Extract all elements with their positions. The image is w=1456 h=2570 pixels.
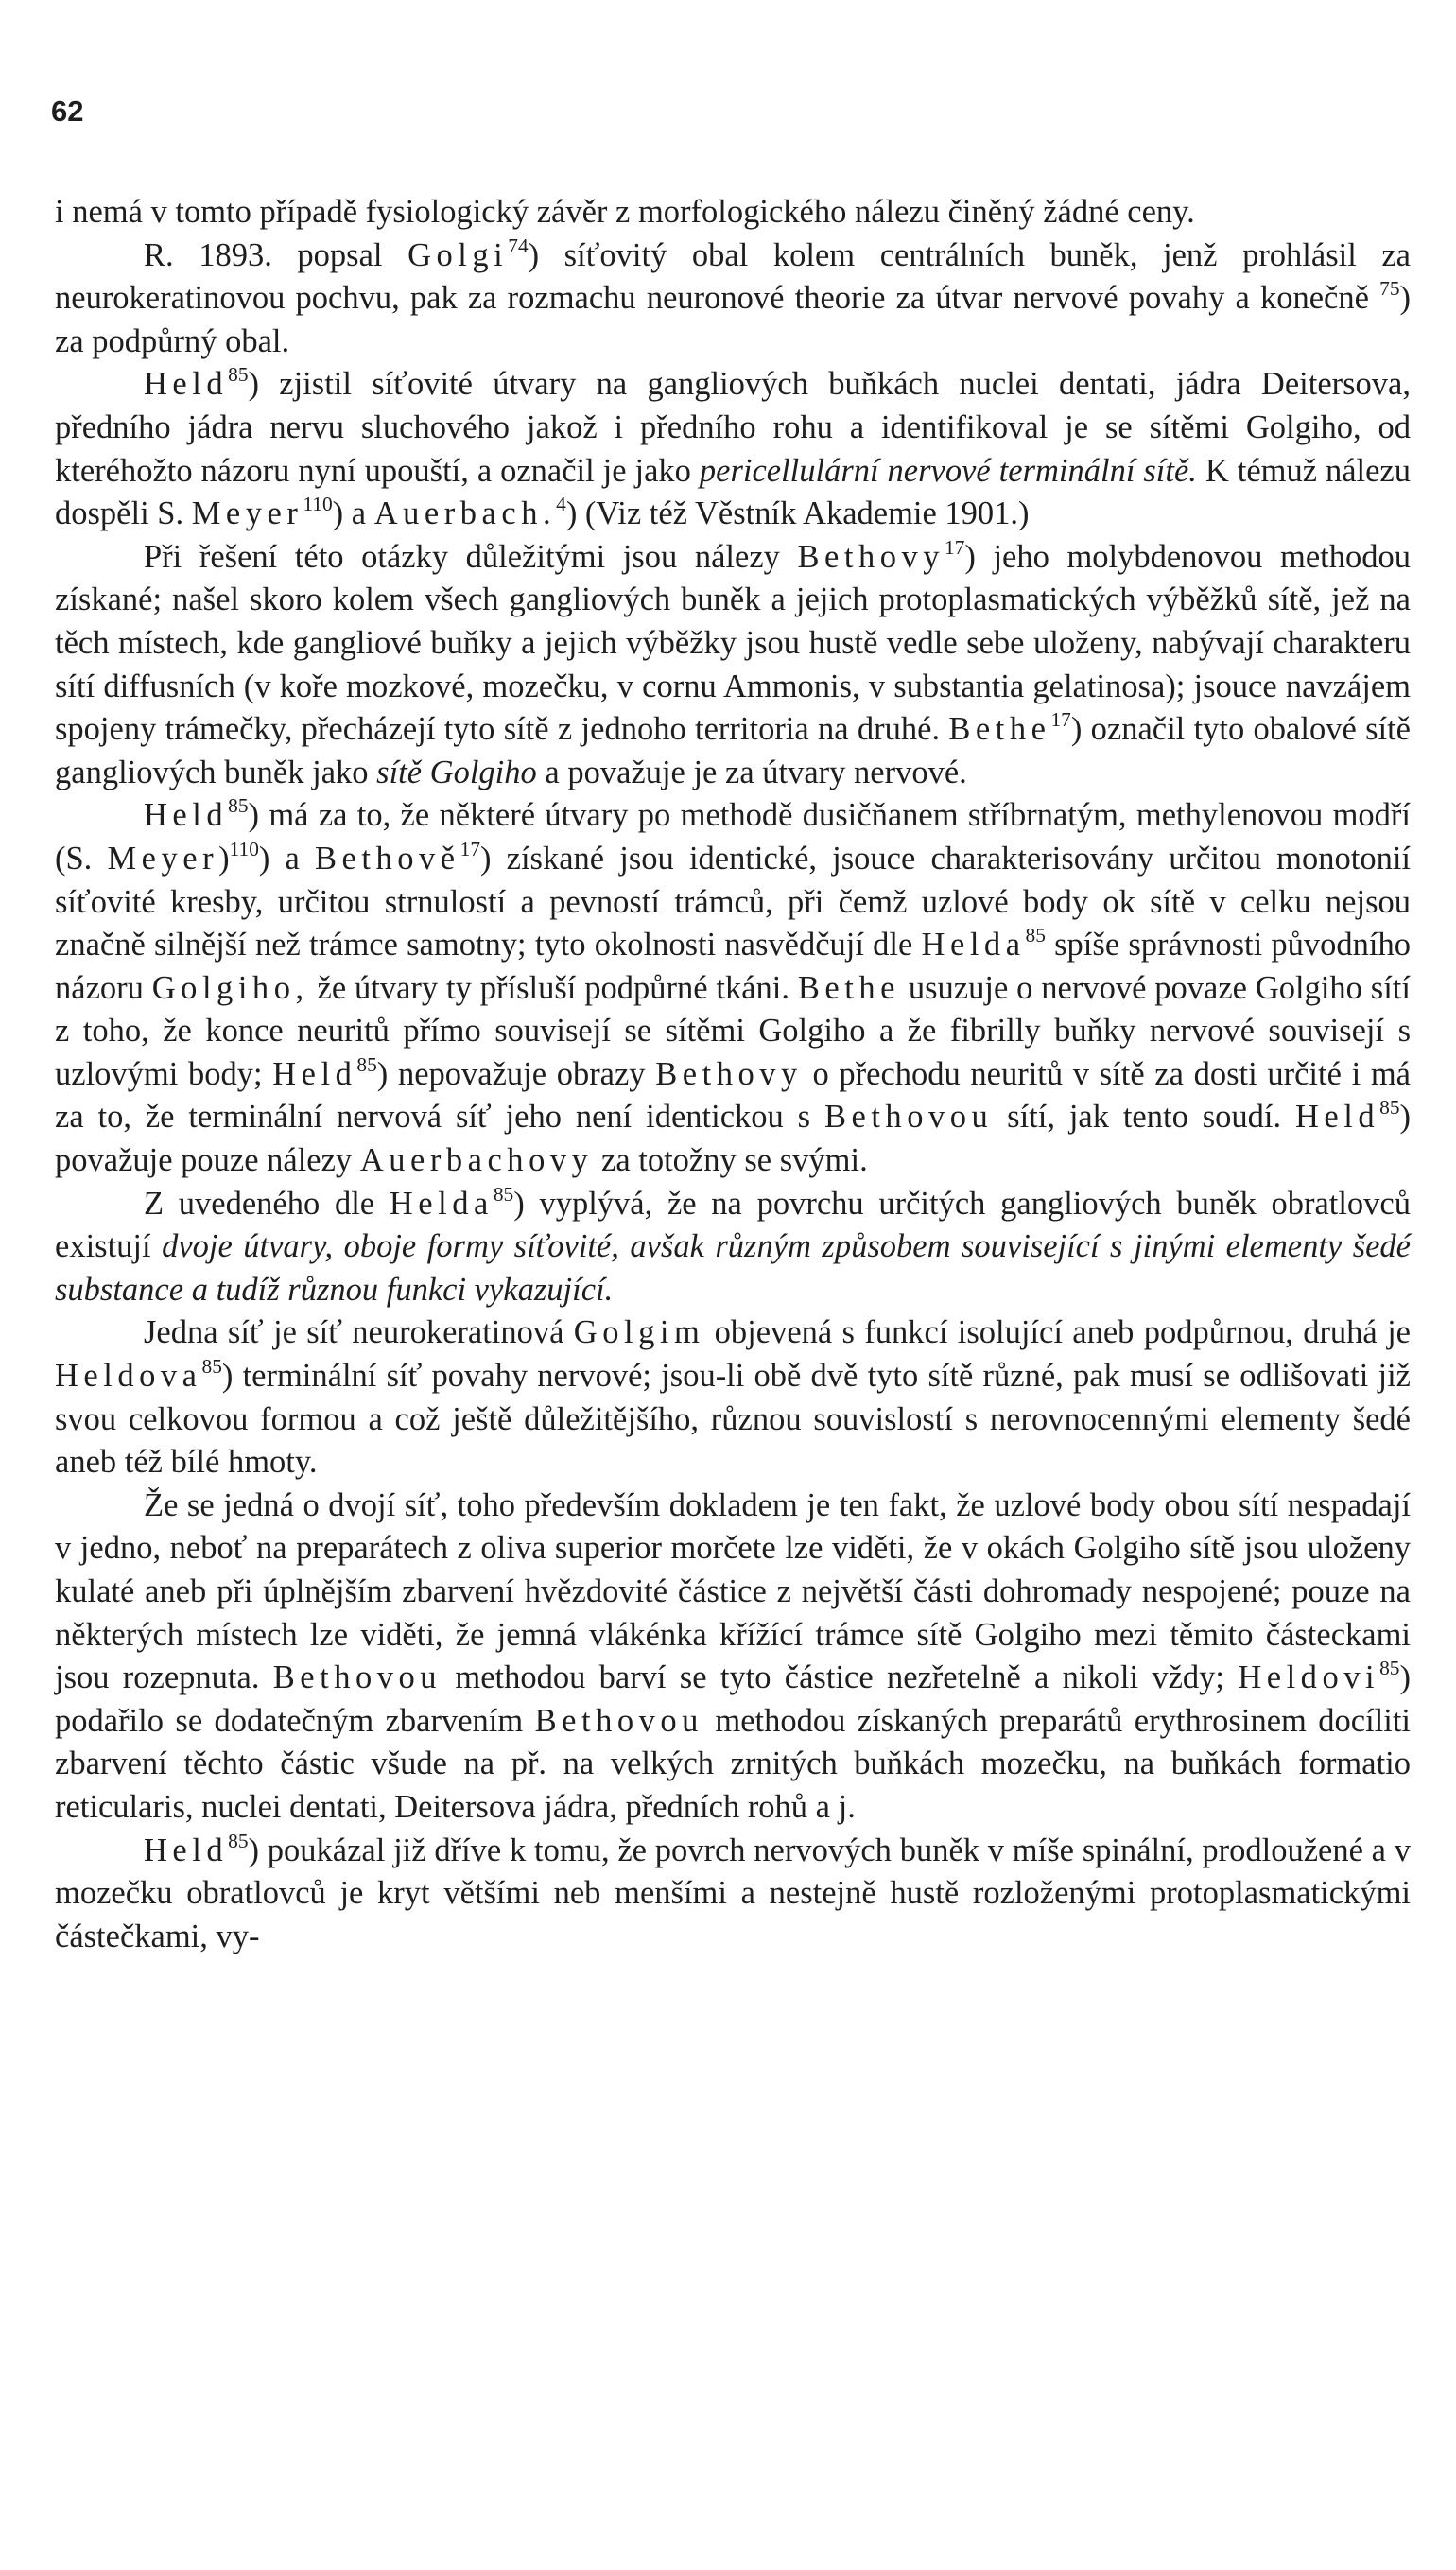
- text-run: ) považuje pouze nálezy: [55, 1099, 1411, 1179]
- text-run: ) vyplývá, že na povrchu určitých gangliových buněk obratlovců existují: [55, 1185, 1411, 1265]
- spaced-author-name: Bethe: [797, 969, 900, 1006]
- text-run: ) a: [258, 840, 316, 877]
- paragraph: [55, 1830, 1411, 1959]
- footnote-reference: 74: [508, 234, 529, 257]
- spaced-author-name: Golgiho,: [151, 969, 309, 1006]
- footnote-reference: 85: [228, 363, 249, 387]
- text-run: ) označil tyto obalové sítě gangliových buněk jako: [55, 711, 1411, 790]
- text-run: ) za podpůrný obal.: [55, 280, 1411, 359]
- text-run: ) má za to, že některé útvary po methodě dusičňanem stříbrnatým, methylenovou modří (S.: [55, 797, 1411, 877]
- text-run: i nemá v tomto případě fysiologický závěr z morfologického nálezu činěný žádné ceny.: [55, 194, 1195, 230]
- text-run: usuzuje o nervové povaze Golgiho sítí z toho, že konce neuritů přímo souvisejí se sítěmi Golgiho a že fibrilly buňky nervové souvisejí s uzlovými body;: [55, 969, 1411, 1092]
- italic-emphasis: dvoje útvary, oboje formy síťovité, avšak různým způsobem související s jinými elementy šedé substance a tudíž různou funkci vykazující.: [55, 1228, 1411, 1308]
- text-run: Při řešení této otázky důležitými jsou nálezy: [144, 538, 798, 575]
- text-run: Že se jedná o dvojí síť, toho především dokladem je ten fakt, že uzlové body obou sítí nespadají v jedno, neboť na preparátech z oliva superior morčete lze viděti, že v okách Golgiho sítě jsou uloženy kulaté aneb při úplnějším zbarvení hvězdovité částice z největší části dohromady nespojené; pouze na některých místech lze viděti, že jemná vlákénka křížící trámce sítě Golgiho mezi těmito částeckami jsou rozepnuta.: [55, 1486, 1411, 1696]
- footnote-reference: 85: [201, 1355, 222, 1379]
- footnote-reference: 85: [1379, 1096, 1400, 1120]
- text-run: ) terminální síť povahy nervové; jsou-li obě dvě tyto sítě různé, pak musí se odlišovati již svou celkovou formou a což ještě důležitějšího, různou souvislostí s nerovnocennými elementy šedé aneb též bílé hmoty.: [55, 1358, 1411, 1481]
- spaced-author-name: Golgi: [407, 236, 509, 273]
- footnote-reference: 85: [356, 1052, 377, 1076]
- text-run: ) a: [332, 495, 374, 532]
- footnote-reference: 17: [1050, 708, 1071, 732]
- text-run: ) poukázal již dříve k tomu, že povrch nervových buněk v míše spinální, prodloužené a v mozečku obratlovců je kryt většími neb menšími a nestejně hustě rozloženými protoplasmatickými částečkami, vy-: [55, 1832, 1411, 1954]
- footnote-reference: 85: [228, 794, 249, 818]
- spaced-author-name: Bethovou: [272, 1659, 442, 1696]
- spaced-author-name: Meyer: [107, 840, 219, 877]
- text-run: že útvary ty přísluší podpůrné tkáni.: [308, 969, 798, 1006]
- text-run: ) zjistil síťovité útvary na gangliových buňkách nuclei dentati, jádra Deitersova, předního jádra nervu sluchového jakož i předního rohu a identifikoval je se sítěmi Golgiho, od kteréhožto názoru nyní upouští, a označil je jako: [55, 366, 1411, 489]
- footnote-reference: 75: [1379, 277, 1400, 301]
- paragraph: [55, 363, 1411, 535]
- footnote-reference: 17: [459, 838, 481, 861]
- spaced-author-name: Held: [144, 366, 229, 403]
- text-run: ) jeho molybdenovou methodou získané; našel skoro kolem všech gangliových buněk a jejich protoplasmatických výběžků sítě, jež na těch místech, kde gangliové buňky a jejich výběžky jsou hustě vedle sebe uloženy, nabývají charakteru sítí diffusních (v koře mozkové, mozečku, v cornu Ammonis, v substantia gelatinosa); jsouce navzájem spojeny trámečky, přecházejí tyto sítě z jednoho territoria na druhé.: [55, 538, 1411, 748]
- spaced-author-name: Meyer: [191, 495, 303, 532]
- text-run: sítí, jak tento soudí.: [993, 1099, 1295, 1136]
- text-run: spíše správnosti původního názoru: [55, 927, 1411, 1006]
- text-run: ) nepovažuje obrazy: [376, 1055, 656, 1092]
- text-run: ) podařilo se dodatečným zbarvením: [55, 1659, 1411, 1739]
- text-run: o přechodu neuritů v sítě za dosti určité i má za to, že terminální nervová síť jeho není identickou s: [55, 1055, 1411, 1136]
- spaced-author-name: Bethově: [315, 840, 460, 877]
- page-number: 62: [51, 95, 84, 128]
- footnote-reference: 85: [1379, 1657, 1400, 1680]
- text-run: ) získané jsou identické, jsouce charakterisovány určitou monotonií síťovité kresby, určitou strnulostí a pevností trámců, při čemž uzlové body ok sítě v celku nejsou značně silnější než trámce samotny; tyto okolnosti nasvědčují dle: [55, 840, 1411, 964]
- text-run: methodou získaných preparátů erythrosinem docíliti zbarvení těchto částic všude na př. na velkých zrnitých buňkách mozečku, na buňkách formatio reticularis, nuclei dentati, Deitersova jádra, předních rohů a j.: [55, 1702, 1411, 1825]
- italic-emphasis: pericellulární nervové terminální sítě.: [699, 452, 1197, 489]
- spaced-author-name: Helda: [921, 927, 1026, 964]
- spaced-author-name: Helda: [389, 1185, 494, 1222]
- text-run: a považuje je za útvary nervové.: [536, 754, 967, 790]
- paragraph: [55, 794, 1411, 1182]
- footnote-reference: 17: [945, 535, 965, 559]
- text-run: R. 1893. popsal: [144, 236, 408, 273]
- italic-emphasis: sítě Golgiho: [376, 754, 537, 790]
- text-run: K témuž nálezu dospěli S.: [55, 452, 1411, 532]
- text-run: objevená s funkcí isolující aneb podpůrnou, druhá je: [704, 1314, 1411, 1351]
- spaced-author-name: Auerbach.: [373, 495, 557, 532]
- paragraph: [55, 1183, 1411, 1312]
- spaced-author-name: Held: [272, 1055, 357, 1092]
- spaced-author-name: Bethovy: [797, 538, 945, 575]
- footnote-reference: 85: [493, 1182, 514, 1206]
- paragraph: [55, 191, 1411, 234]
- spaced-author-name: Bethovou: [823, 1099, 994, 1136]
- spaced-author-name: Auerbachovy: [359, 1142, 594, 1179]
- text-run: methodou barví se tyto částice nezřetelně a nikoli vždy;: [442, 1659, 1239, 1696]
- spaced-author-name: Heldovi: [1238, 1659, 1380, 1696]
- text-run: ) síťovitý obal kolem centrálních buněk, jenž prohlásil za neurokeratinovou pochvu, pak za rozmachu neuronové theorie za útvar nervové povahy a konečně: [55, 236, 1411, 317]
- spaced-author-name: Bethovou: [534, 1702, 703, 1739]
- text-run: ): [218, 840, 230, 877]
- text-run: Jedna síť je síť neurokeratinová: [144, 1314, 574, 1351]
- footnote-reference: 110: [303, 493, 333, 516]
- paragraph: [55, 234, 1411, 364]
- text-run: za totožny se svými.: [593, 1142, 868, 1179]
- footnote-reference: 4: [556, 493, 566, 516]
- spaced-author-name: Held: [1294, 1099, 1380, 1136]
- page-body-text: [55, 191, 1411, 1958]
- footnote-reference: 85: [228, 1829, 249, 1852]
- footnote-reference: 110: [229, 838, 259, 861]
- spaced-author-name: Held: [144, 797, 229, 834]
- spaced-author-name: Bethovy: [655, 1055, 803, 1092]
- spaced-author-name: Heldova: [55, 1358, 202, 1395]
- paragraph: [55, 536, 1411, 795]
- spaced-author-name: Held: [144, 1832, 229, 1868]
- spaced-author-name: Bethe: [948, 711, 1051, 748]
- footnote-reference: 85: [1025, 924, 1046, 947]
- paragraph: [55, 1485, 1411, 1830]
- paragraph: [55, 1311, 1411, 1484]
- spaced-author-name: Golgim: [573, 1314, 705, 1351]
- text-run: ) (Viz též Věstník Akademie 1901.): [565, 495, 1030, 532]
- text-run: Z uvedeného dle: [144, 1185, 390, 1222]
